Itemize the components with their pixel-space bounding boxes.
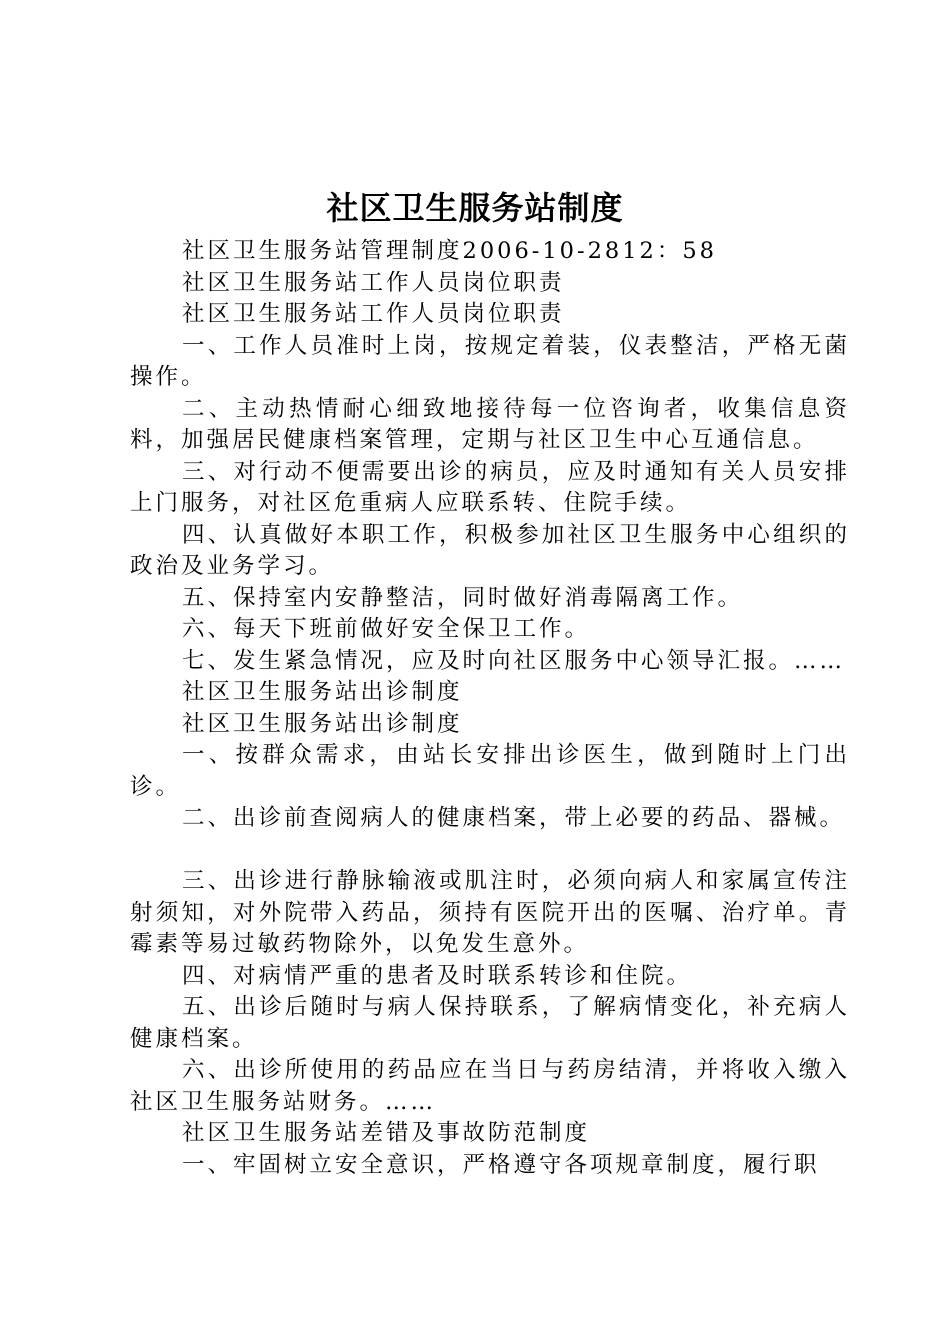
paragraph: 二、出诊前查阅病人的健康档案，带上必要的药品、器械。 (182, 805, 846, 831)
paragraph: 五、保持室内安静整洁，同时做好消毒隔离工作。 (182, 584, 744, 611)
blank-line (130, 835, 850, 867)
paragraph: 四、认真做好本职工作，积极参加社区卫生服务中心组织的政治及业务学习。 (130, 521, 850, 579)
section-heading: 社区卫生服务站工作人员岗位职责 (182, 269, 565, 296)
section-heading: 社区卫生服务站工作人员岗位职责 (182, 301, 565, 327)
paragraph: 四、对病情严重的患者及时联系转诊和住院。 (182, 962, 693, 989)
section-heading: 社区卫生服务站出诊制度 (182, 679, 463, 705)
paragraph: 七、发生紧急情况，应及时向社区服务中心领导汇报。…… (182, 647, 846, 674)
paragraph: 三、对行动不便需要出诊的病员，应及时通知有关人员安排上门服务，对社区危重病人应联系转、住院手续。 (130, 458, 850, 516)
paragraph: 一、牢固树立安全意识，严格遵守各项规章制度，履行职 (182, 1151, 820, 1178)
paragraph: 二、主动热情耐心细致地接待每一位咨询者，收集信息资料，加强居民健康档案管理，定期与社区卫生中心互通信息。 (130, 395, 850, 453)
document-title: 社区卫生服务站制度 (326, 189, 624, 227)
paragraph: 社区卫生服务站管理制度2006-10-2812：58 (182, 238, 717, 264)
paragraph: 一、按群众需求，由站长安排出诊医生，做到随时上门出诊。 (130, 742, 850, 800)
paragraph: 六、出诊所使用的药品应在当日与药房结清，并将收入缴入社区卫生服务站财务。…… (130, 1057, 850, 1115)
section-heading: 社区卫生服务站出诊制度 (182, 710, 463, 737)
document-body (130, 236, 850, 1181)
paragraph: 三、出诊进行静脉输液或肌注时，必须向病人和家属宣传注射须知，对外院带入药品，须持有医院开出的医嘱、治疗单。青霉素等易过敏药物除外，以免发生意外。 (130, 868, 850, 957)
section-heading: 社区卫生服务站差错及事故防范制度 (182, 1120, 591, 1146)
paragraph: 一、工作人员准时上岗，按规定着装，仪表整洁，严格无菌操作。 (130, 332, 850, 390)
paragraph: 五、出诊后随时与病人保持联系，了解病情变化，补充病人健康档案。 (130, 994, 850, 1052)
paragraph: 六、每天下班前做好安全保卫工作。 (182, 616, 591, 642)
